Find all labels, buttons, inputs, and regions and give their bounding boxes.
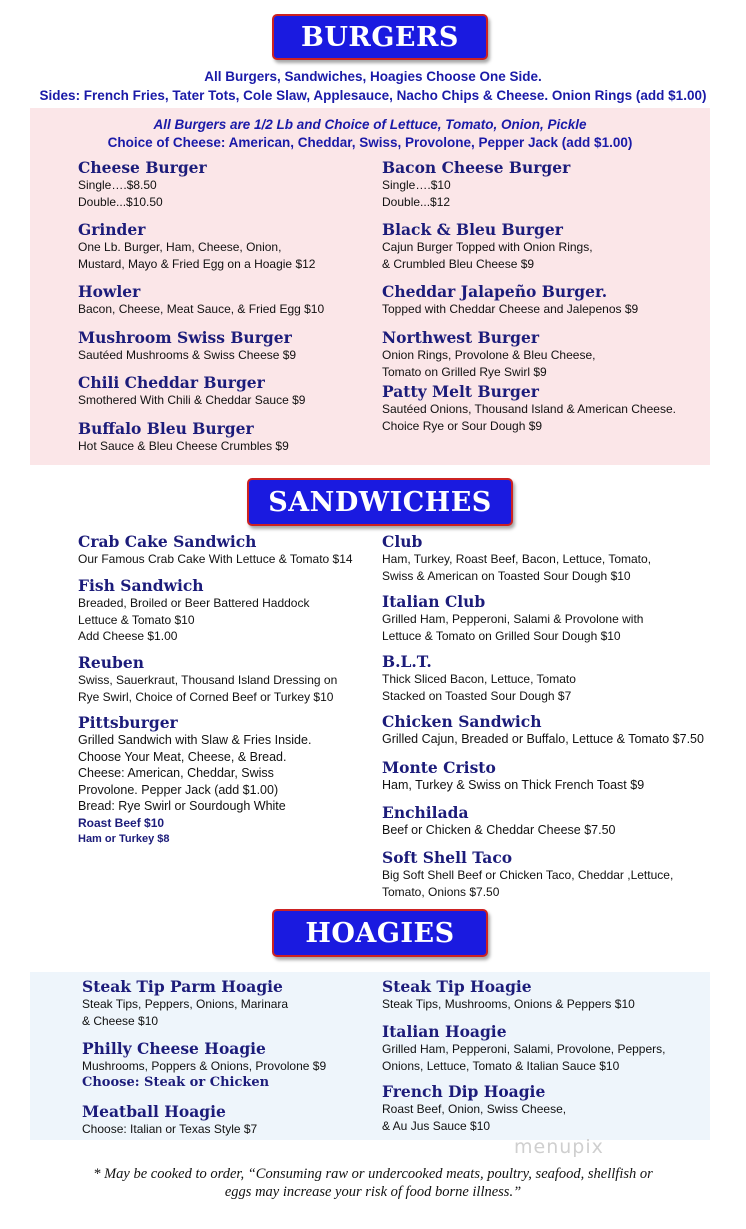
menu-item-chicken-sandwich <box>382 712 704 748</box>
item-desc: Grilled Ham, Pepperoni, Salami, Provolone, Peppers, <box>382 1042 666 1056</box>
menu-item-reuben <box>78 653 337 705</box>
sandwiches-title: SANDWICHES <box>268 486 492 518</box>
menu-item-howler <box>78 282 324 318</box>
item-desc: Steak Tips, Peppers, Onions, Marinara <box>82 997 289 1011</box>
menu-item-black-bleu-burger <box>382 220 593 272</box>
item-name: Italian Club <box>382 592 486 611</box>
item-name: Chicken Sandwich <box>382 712 542 731</box>
item-name: Enchilada <box>382 803 469 822</box>
menu-item-enchilada <box>382 803 615 839</box>
item-desc: Roast Beef, Onion, Swiss Cheese, <box>382 1102 567 1116</box>
item-name: Steak Tip Parm Hoagie <box>82 977 283 996</box>
item-desc: Swiss, Sauerkraut, Thousand Island Dressing on <box>78 673 338 687</box>
item-name: Pittsburger <box>78 713 178 732</box>
item-name: Howler <box>78 282 141 301</box>
item-desc: Add Cheese $1.00 <box>78 629 178 643</box>
item-desc: Swiss & American on Toasted Sour Dough $10 <box>382 568 631 583</box>
item-name: Black & Bleu Burger <box>382 220 563 239</box>
item-desc: Hot Sauce & Bleu Cheese Crumbles $9 <box>78 439 289 453</box>
item-desc: Rye Swirl, Choice of Corned Beef or Turkey $10 <box>78 689 334 704</box>
footnote-line-1: * May be cooked to order, “Consuming raw or undercooked meats, poultry, seafood, shellfish or <box>93 1166 653 1182</box>
menu-item-northwest-burger <box>382 328 595 380</box>
item-name: Northwest Burger <box>382 328 539 347</box>
menu-item-pittsburger <box>78 713 311 848</box>
menu-item-buffalo-bleu-burger <box>78 419 289 455</box>
item-desc: Sautéed Mushrooms & Swiss Cheese $9 <box>78 348 297 362</box>
item-name: Grinder <box>78 220 146 239</box>
item-desc: Sautéed Onions, Thousand Island & American Cheese. <box>382 402 676 416</box>
menu-item-chili-cheddar-burger <box>78 373 305 409</box>
item-name: Reuben <box>78 653 144 672</box>
item-name: Fish Sandwich <box>78 576 204 595</box>
item-desc: One Lb. Burger, Ham, Cheese, Onion, <box>78 240 282 254</box>
item-desc: Lettuce & Tomato on Grilled Sour Dough $10 <box>382 628 621 643</box>
hoagies-title: HOAGIES <box>305 917 455 949</box>
item-name: B.L.T. <box>382 652 432 671</box>
menu-item-grinder <box>78 220 315 272</box>
menupix-watermark: menupix <box>514 1136 604 1158</box>
item-name: Italian Hoagie <box>382 1022 507 1041</box>
menu-item-soft-shell-taco <box>382 848 673 900</box>
item-price-ham-turkey: Ham or Turkey $8 <box>78 833 170 846</box>
item-desc: Steak Tips, Mushrooms, Onions & Peppers $10 <box>382 997 635 1011</box>
item-desc: Lettuce & Tomato $10 <box>78 612 195 627</box>
item-name: French Dip Hoagie <box>382 1082 546 1101</box>
item-desc: Cheese: American, Cheddar, Swiss <box>78 766 274 781</box>
item-desc: Onions, Lettuce, Tomato & Italian Sauce $10 <box>382 1058 620 1073</box>
burgers-title: BURGERS <box>301 21 459 53</box>
item-desc: Cajun Burger Topped with Onion Rings, <box>382 240 593 254</box>
item-desc: Ham, Turkey & Swiss on Thick French Toast $9 <box>382 778 645 792</box>
item-desc: Choose: Italian or Texas Style $7 <box>82 1122 258 1136</box>
item-desc: Onion Rings, Provolone & Bleu Cheese, <box>382 348 596 362</box>
item-desc: Mustard, Mayo & Fried Egg on a Hoagie $12 <box>78 256 316 271</box>
item-desc: Grilled Ham, Pepperoni, Salami & Provolone with <box>382 612 644 626</box>
burger-note-2: Choice of Cheese: American, Cheddar, Swiss, Provolone, Pepper Jack (add $1.00) <box>107 135 633 150</box>
item-name: Meatball Hoagie <box>82 1102 226 1121</box>
item-desc: Breaded, Broiled or Beer Battered Haddock <box>78 596 310 610</box>
burger-note-1: All Burgers are 1/2 Lb and Choice of Lettuce, Tomato, Onion, Pickle <box>153 117 587 132</box>
item-name: Patty Melt Burger <box>382 382 539 401</box>
item-name: Philly Cheese Hoagie <box>82 1039 266 1058</box>
item-desc: Single….$10 <box>382 178 451 192</box>
sandwiches-banner <box>247 478 513 526</box>
item-desc: & Au Jus Sauce $10 <box>382 1118 491 1133</box>
item-desc: Mushrooms, Poppers & Onions, Provolone $9 <box>82 1059 327 1073</box>
item-name: Soft Shell Taco <box>382 848 513 867</box>
item-desc: Big Soft Shell Beef or Chicken Taco, Cheddar ,Lettuce, <box>382 868 674 882</box>
item-name: Buffalo Bleu Burger <box>78 419 254 438</box>
item-name: Crab Cake Sandwich <box>78 532 257 551</box>
item-name: Mushroom Swiss Burger <box>78 328 292 347</box>
menu-item-philly-cheese-hoagie <box>82 1039 326 1091</box>
item-desc: Tomato on Grilled Rye Swirl $9 <box>382 364 547 379</box>
item-name: Cheese Burger <box>78 158 207 177</box>
menu-item-cheese-burger <box>78 158 207 210</box>
item-desc: Tomato, Onions $7.50 <box>382 884 500 899</box>
menu-item-crab-cake-sandwich <box>78 532 353 568</box>
menu-item-club <box>382 532 651 584</box>
item-name: Monte Cristo <box>382 758 496 777</box>
menu-item-cheddar-jalapeno-burger <box>382 282 638 318</box>
item-desc: Single….$8.50 <box>78 178 157 192</box>
item-desc: Choose Your Meat, Cheese, & Bread. <box>78 749 287 764</box>
sides-intro-line2: Sides: French Fries, Tater Tots, Cole Slaw, Applesauce, Nacho Chips & Cheese. Onion Rings (add $1.00) <box>39 88 707 103</box>
footnote-line-2: eggs may increase your risk of food borne illness.” <box>224 1184 522 1200</box>
menu-item-italian-club <box>382 592 643 644</box>
item-choose-steak-chicken: Choose: Steak or Chicken <box>82 1074 270 1090</box>
item-name: Chili Cheddar Burger <box>78 373 265 392</box>
item-desc: & Cheese $10 <box>82 1013 159 1028</box>
menu-item-steak-tip-parm-hoagie <box>82 977 288 1029</box>
menu-item-french-dip-hoagie <box>382 1082 566 1134</box>
menu-item-meatball-hoagie <box>82 1102 257 1138</box>
item-desc: Provolone. Pepper Jack (add $1.00) <box>78 782 279 797</box>
item-name: Club <box>382 532 423 551</box>
menu-item-blt <box>382 652 576 704</box>
menu-item-patty-melt-burger <box>382 382 676 434</box>
menu-item-bacon-cheese-burger <box>382 158 570 210</box>
item-desc: Smothered With Chili & Cheddar Sauce $9 <box>78 393 306 407</box>
item-desc: & Crumbled Bleu Cheese $9 <box>382 256 535 271</box>
menu-item-mushroom-swiss-burger <box>78 328 296 364</box>
menu-item-fish-sandwich <box>78 576 309 645</box>
menu-item-italian-hoagie <box>382 1022 665 1074</box>
item-desc: Thick Sliced Bacon, Lettuce, Tomato <box>382 672 576 686</box>
item-desc: Double...$12 <box>382 194 451 209</box>
item-desc: Beef or Chicken & Cheddar Cheese $7.50 <box>382 823 616 837</box>
item-name: Bacon Cheese Burger <box>382 158 571 177</box>
item-desc: Topped with Cheddar Cheese and Jalepenos $9 <box>382 302 639 316</box>
item-desc: Choice Rye or Sour Dough $9 <box>382 418 543 433</box>
item-desc: Our Famous Crab Cake With Lettuce & Tomato $14 <box>78 552 353 566</box>
item-desc: Double...$10.50 <box>78 194 163 209</box>
item-name: Steak Tip Hoagie <box>382 977 532 996</box>
item-desc: Bacon, Cheese, Meat Sauce, & Fried Egg $10 <box>78 302 325 316</box>
item-desc: Ham, Turkey, Roast Beef, Bacon, Lettuce, Tomato, <box>382 552 652 566</box>
menu-item-monte-cristo <box>382 758 644 794</box>
item-desc: Grilled Sandwich with Slaw & Fries Inside. <box>78 733 312 747</box>
item-name: Cheddar Jalapeño Burger. <box>382 282 608 301</box>
item-desc: Bread: Rye Swirl or Sourdough White <box>78 799 286 814</box>
item-price-roast-beef: Roast Beef $10 <box>78 815 165 830</box>
food-safety-footnote <box>0 1165 746 1201</box>
item-desc: Grilled Cajun, Breaded or Buffalo, Lettuce & Tomato $7.50 <box>382 732 704 746</box>
sides-intro-line1: All Burgers, Sandwiches, Hoagies Choose One Side. <box>204 69 542 84</box>
menu-item-steak-tip-hoagie <box>382 977 635 1013</box>
burgers-banner <box>272 14 488 60</box>
item-desc: Stacked on Toasted Sour Dough $7 <box>382 688 572 703</box>
hoagies-banner <box>272 909 488 957</box>
